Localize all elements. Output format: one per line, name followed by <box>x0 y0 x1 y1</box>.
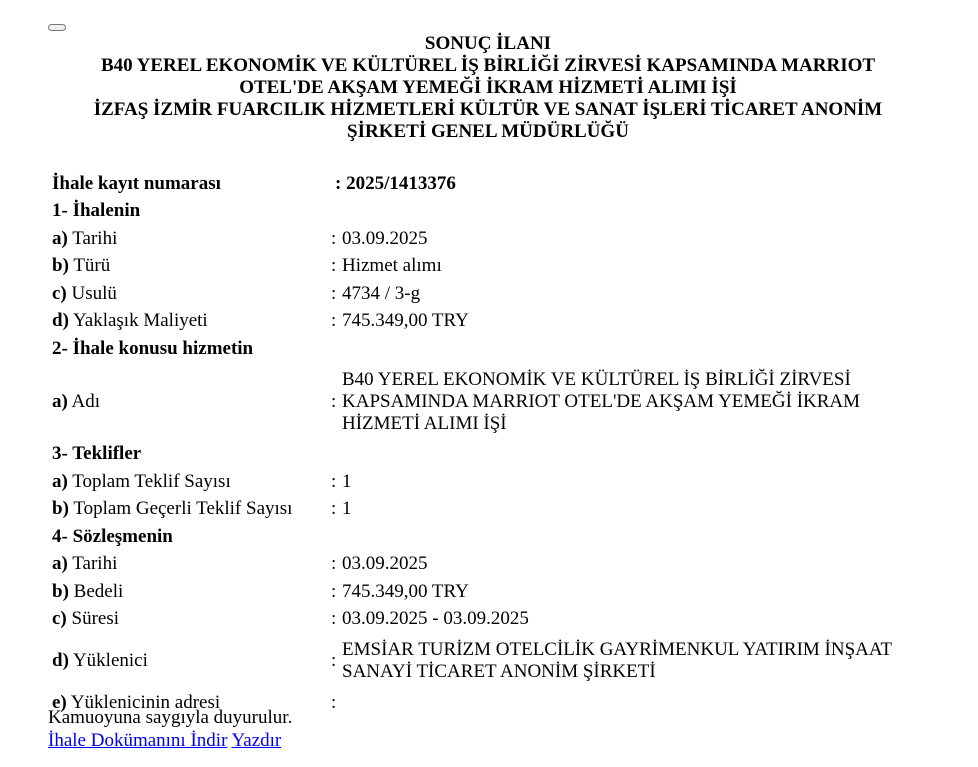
print-link[interactable]: Yazdır <box>231 730 282 751</box>
colon: : <box>331 470 337 492</box>
colon: : <box>331 498 337 520</box>
tender-date-row <box>48 225 922 253</box>
tender-method-value: 4734 / 3-g <box>342 282 421 304</box>
valid-bids-row <box>48 496 922 524</box>
footer-links <box>48 729 292 752</box>
collapse-button[interactable] <box>48 24 66 31</box>
item-key: a) <box>52 390 68 412</box>
total-bids-value: 1 <box>342 470 352 492</box>
item-key: a) <box>52 470 68 492</box>
title-line-2: B40 YEREL EKONOMİK VE KÜLTÜREL İŞ BİRLİĞİ ZİRVESİ KAPSAMINDA MARRIOT <box>100 55 876 76</box>
notice-title <box>48 33 928 143</box>
contract-date-value: 03.09.2025 <box>342 553 428 575</box>
valid-bids-value: 1 <box>342 498 352 520</box>
contractor-value: EMSİAR TURİZM OTELCİLİK GAYRİMENKUL YATIRIM İNŞAAT SANAYİ TİCARET ANONİM ŞİRKETİ <box>342 639 892 682</box>
contract-price-value: 745.349,00 TRY <box>342 580 469 602</box>
service-name-label: Adı <box>71 390 101 412</box>
announcement-note: Kamuoyuna saygıyla duyurulur. <box>48 707 293 728</box>
approx-cost-row <box>48 308 922 336</box>
item-key: b) <box>52 580 69 602</box>
title-line-5: ŞİRKETİ GENEL MÜDÜRLÜĞÜ <box>347 121 629 142</box>
contract-duration-label: Süresi <box>71 608 120 630</box>
item-key: e) <box>52 691 67 713</box>
contract-price-label: Bedeli <box>73 580 124 602</box>
registration-label: İhale kayıt numarası <box>52 172 221 194</box>
tender-date-label: Tarihi <box>72 227 118 249</box>
tender-type-value: Hizmet alımı <box>342 255 442 277</box>
contract-date-row <box>48 551 922 579</box>
section-1-heading-row <box>48 198 922 226</box>
section-3-heading: 3- Teklifler <box>52 443 142 465</box>
colon: : <box>331 691 337 713</box>
item-key: a) <box>52 553 68 575</box>
contractor-label: Yüklenici <box>72 650 148 671</box>
item-key: b) <box>52 255 69 277</box>
item-key: d) <box>52 650 69 671</box>
contract-duration-value: 03.09.2025 - 03.09.2025 <box>342 608 529 630</box>
service-name-value: B40 YEREL EKONOMİK VE KÜLTÜREL İŞ BİRLİĞİ ZİRVESİ KAPSAMINDA MARRIOT OTEL'DE AKŞAM YEMEĞİ İKRAM HİZMETİ ALIMI İŞİ <box>342 368 861 434</box>
colon: : <box>331 390 337 412</box>
item-key: c) <box>52 282 67 304</box>
item-key: d) <box>52 310 69 332</box>
title-line-1: SONUÇ İLANI <box>424 33 552 54</box>
valid-bids-label: Toplam Geçerli Teklif Sayısı <box>73 498 293 520</box>
tender-date-value: 03.09.2025 <box>342 227 428 249</box>
colon: : <box>331 282 337 304</box>
contract-duration-row <box>48 606 922 634</box>
title-line-4: İZFAŞ İZMİR FUARCILIK HİZMETLERİ KÜLTÜR VE SANAT İŞLERİ TİCARET ANONİM <box>93 99 883 120</box>
registration-value: : 2025/1413376 <box>335 172 456 194</box>
footer <box>48 706 292 752</box>
approx-cost-label: Yaklaşık Maliyeti <box>72 310 208 332</box>
contractor-address-value <box>338 689 922 717</box>
registration-row <box>48 170 922 198</box>
section-2-heading: 2- İhale konusu hizmetin <box>52 337 254 359</box>
title-line-3: OTEL'DE AKŞAM YEMEĞİ İKRAM HİZMETİ ALIMI İŞİ <box>239 77 737 98</box>
item-key: a) <box>52 227 68 249</box>
download-document-link[interactable]: İhale Dokümanını İndir <box>48 730 228 751</box>
tender-method-row <box>48 280 922 308</box>
approx-cost-value: 745.349,00 TRY <box>342 310 469 332</box>
section-3-heading-row <box>48 441 922 469</box>
contractor-address-label: Yüklenicinin adresi <box>70 691 221 713</box>
colon: : <box>331 553 337 575</box>
contract-date-label: Tarihi <box>72 553 118 575</box>
tender-type-row <box>48 253 922 281</box>
colon: : <box>331 310 337 332</box>
contract-price-row <box>48 578 922 606</box>
total-bids-label: Toplam Teklif Sayısı <box>72 470 231 492</box>
section-4-heading-row <box>48 523 922 551</box>
total-bids-row <box>48 468 922 496</box>
colon: : <box>331 608 337 630</box>
tender-type-label: Türü <box>73 255 111 277</box>
item-key: b) <box>52 498 69 520</box>
colon: : <box>331 580 337 602</box>
section-4-heading: 4- Sözleşmenin <box>52 525 173 547</box>
service-name-row <box>48 363 922 441</box>
colon: : <box>331 227 337 249</box>
notice-details-table <box>48 170 922 717</box>
colon: : <box>331 650 337 671</box>
section-1-heading: 1- İhalenin <box>52 200 141 222</box>
item-key: c) <box>52 608 67 630</box>
tender-method-label: Usulü <box>71 282 117 304</box>
contractor-row <box>48 633 922 689</box>
section-2-heading-row <box>48 335 922 363</box>
colon: : <box>331 255 337 277</box>
